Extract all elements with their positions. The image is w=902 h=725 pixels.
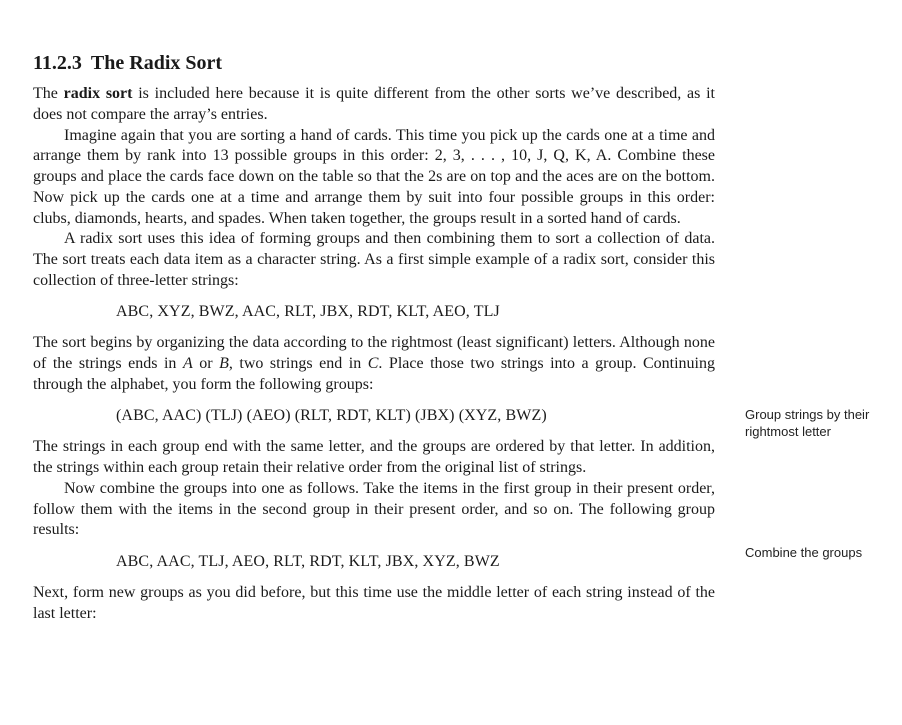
rightmost-text-2: or [192,355,220,372]
section-title: The Radix Sort [90,52,223,74]
rightmost-text-1: The sort begins by organizing the data according to the rightmost (least significant) letters. Although none of the strings ends in [33,334,715,372]
letter-c: C [367,355,379,372]
body-text [33,84,715,624]
intro-text-end: is included here because it is quite different from the other sorts we’ve described, as it does not compare the array’s entries. [33,85,716,123]
intro-text-start: The [33,85,64,102]
section-heading [33,50,222,76]
paragraph-cards: Imagine again that you are sorting a hand of cards. This time you pick up the cards one at a time and arrange them by rank into 13 possible groups in this order: 2, 3, . . . , 10, J, Q, K, A. Combine these groups and place the cards face down on the table so that the 2s are on top and the aces are on the bottom. Now pick up the cards one at a time and arrange them by suit into four possible groups in this order: clubs, diamonds, hearts, and spades. When taken together, the groups result in a sorted hand of cards. [33,126,715,227]
term-radix-sort: radix sort [63,85,133,102]
rightmost-text-3: , two strings end in [228,355,368,372]
letter-a: A [182,355,193,372]
paragraph-rightmost [33,333,715,395]
paragraph-group-order: The strings in each group end with the same letter, and the groups are ordered by that letter. In addition, the strings within each group retain their relative order from the original list of strings. [33,438,715,476]
paragraph-radix-idea: A radix sort uses this idea of forming groups and then combining them to sort a collection of data. The sort treats each data item as a character string. As a first simple example of a radix sort, consider this collection of three-letter strings: [33,230,715,289]
display-original-strings: ABC, XYZ, BWZ, AAC, RLT, JBX, RDT, KLT, AEO, TLJ [116,302,500,320]
margin-note-combine: Combine the groups [745,545,863,560]
margin-note-group: Group strings by their rightmost letter [745,407,870,439]
letter-b: B [219,355,229,372]
paragraph-combine: Now combine the groups into one as follows. Take the items in the first group in their present order, follow them with the items in the second group in their present order, and so on. The following group results: [33,479,715,539]
rightmost-text-4: . Place those two strings into a group. Continuing through the alphabet, you form the following groups: [33,355,715,393]
section-number: 11.2.3 [33,52,82,74]
paragraph-intro [33,84,715,126]
paragraph-middle-letter: Next, form new groups as you did before, but this time use the middle letter of each string instead of the last letter: [33,583,715,622]
display-combined-strings: ABC, AAC, TLJ, AEO, RLT, RDT, KLT, JBX, XYZ, BWZ [116,553,500,570]
display-grouped-strings: (ABC, AAC) (TLJ) (AEO) (RLT, RDT, KLT) (JBX) (XYZ, BWZ) [116,406,547,424]
